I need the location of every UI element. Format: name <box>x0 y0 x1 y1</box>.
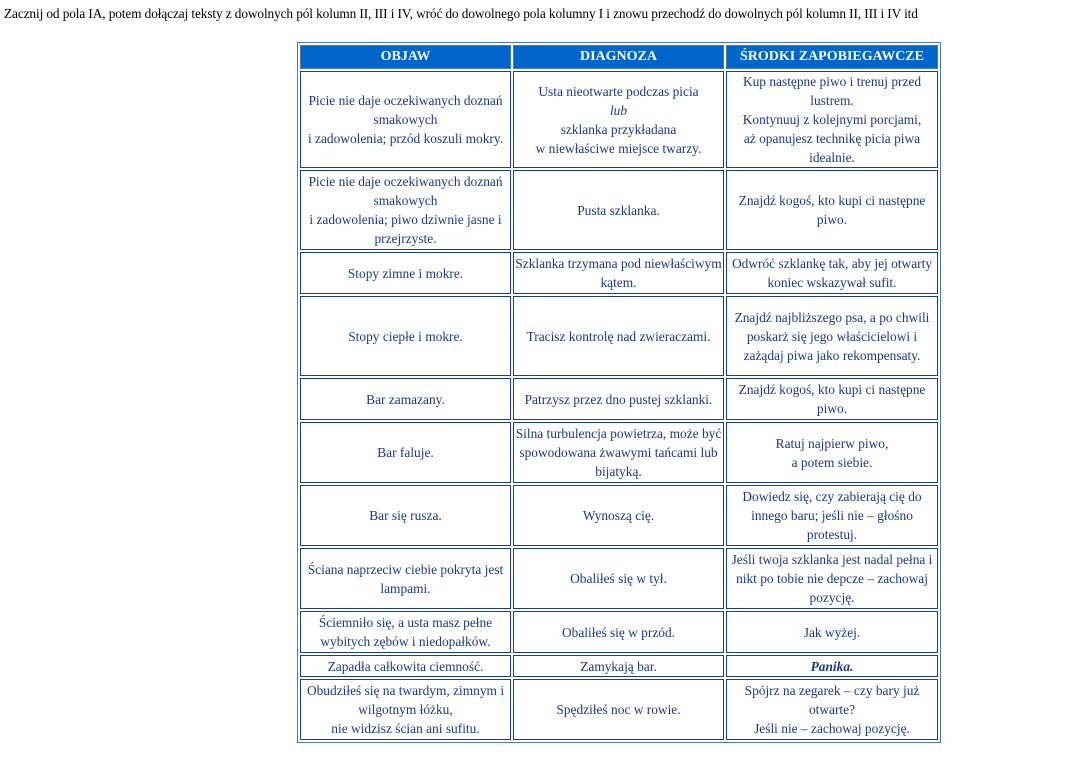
cell-objaw: Stopy ciepłe i mokre. <box>300 296 511 376</box>
cell-text: nie widzisz ścian ani sufitu. <box>331 721 480 736</box>
header-srodki: ŚRODKI ZAPOBIEGAWCZE <box>726 45 938 69</box>
cell-objaw: Bar się rusza. <box>300 485 511 546</box>
cell-diagnoza: Szklanka trzymana pod niewłaściwym kątem. <box>513 252 724 294</box>
cell-diagnoza: Obaliłeś się w tył. <box>513 548 724 609</box>
cell-diagnoza: Zamykają bar. <box>513 655 724 677</box>
cell-objaw: Zapadła całkowita ciemność. <box>300 655 511 677</box>
cell-text: Spójrz na zegarek – czy bary już otwarte? <box>744 683 920 717</box>
cell-diagnoza: Silna turbulencja powietrza, może być spowodowana żwawymi tańcami lub bijatyką. <box>513 422 724 483</box>
table-row <box>300 611 938 653</box>
cell-objaw <box>300 679 511 740</box>
cell-text: Jeśli nie – zachowaj pozycję. <box>754 721 910 736</box>
symptoms-table <box>297 42 941 743</box>
table-row <box>300 378 938 420</box>
cell-text: i zadowolenia; przód koszuli mokry. <box>307 131 504 146</box>
cell-srodki <box>726 71 938 168</box>
table-row <box>300 170 938 250</box>
cell-srodki: Dowiedz się, czy zabierają cię do innego baru; jeśli nie – głośno protestuj. <box>726 485 938 546</box>
table-header-row <box>300 45 938 69</box>
cell-text: w niewłaściwe miejsce twarzy. <box>535 140 702 156</box>
cell-text: a potem siebie. <box>791 454 873 470</box>
cell-objaw <box>300 71 511 168</box>
cell-srodki <box>726 679 938 740</box>
header-diagnoza: DIAGNOZA <box>513 45 724 69</box>
cell-text: Ratuj najpierw piwo, <box>775 435 889 451</box>
cell-objaw: Bar zamazany. <box>300 378 511 420</box>
table-row <box>300 296 938 376</box>
cell-text: Usta nieotwarte podczas picia <box>538 83 699 99</box>
table-row <box>300 252 938 294</box>
cell-text: Picie nie daje oczekiwanych doznań smakowych <box>308 174 503 208</box>
instruction-text: Zacznij od pola IA, potem dołączaj teksty z dowolnych pól kolumn II, III i IV, wróć do dowolnego pola kolumny I i znowu przechodź do dowolnych pól kolumn II, III i IV itd <box>4 6 918 21</box>
cell-text: szklanka przykładana <box>560 121 677 137</box>
cell-text: Obudziłeś się na twardym, zimnym i wilgotnym łóżku, <box>306 683 505 717</box>
cell-diagnoza: Patrzysz przez dno pustej szklanki. <box>513 378 724 420</box>
table-row <box>300 485 938 546</box>
header-objaw: OBJAW <box>300 45 511 69</box>
cell-srodki: Znajdź kogoś, kto kupi ci następne piwo. <box>726 170 938 250</box>
table-row <box>300 422 938 483</box>
cell-srodki: Jeśli twoja szklanka jest nadal pełna i nikt po tobie nie depcze – zachowaj pozycję. <box>726 548 938 609</box>
cell-srodki: Panika. <box>726 655 938 677</box>
cell-diagnoza: Tracisz kontrolę nad zwieraczami. <box>513 296 724 376</box>
cell-diagnoza: Spędziłeś noc w rowie. <box>513 679 724 740</box>
table-row <box>300 71 938 168</box>
cell-text: Kontynuuj z kolejnymi porcjami, <box>742 112 922 127</box>
cell-objaw: Ściana naprzeciw ciebie pokryta jest lampami. <box>300 548 511 609</box>
cell-text: Kup następne piwo i trenuj przed lustrem. <box>742 74 922 108</box>
cell-diagnoza <box>513 71 724 168</box>
cell-objaw <box>300 170 511 250</box>
cell-text: i zadowolenia; piwo dziwnie jasne i przejrzyste. <box>309 212 502 246</box>
table-row <box>300 655 938 677</box>
cell-objaw: Ściemniło się, a usta masz pełne wybitych zębów i niedopałków. <box>300 611 511 653</box>
cell-srodki: Odwróć szklankę tak, aby jej otwarty koniec wskazywał sufit. <box>726 252 938 294</box>
cell-text-italic: lub <box>609 102 628 118</box>
table-row <box>300 548 938 609</box>
cell-srodki <box>726 422 938 483</box>
table-row <box>300 679 938 740</box>
cell-text: Picie nie daje oczekiwanych doznań smakowych <box>308 93 503 127</box>
cell-diagnoza: Obaliłeś się w przód. <box>513 611 724 653</box>
cell-srodki: Znajdź kogoś, kto kupi ci następne piwo. <box>726 378 938 420</box>
cell-diagnoza: Pusta szklanka. <box>513 170 724 250</box>
cell-text: aż opanujesz technikę picia piwa idealnie. <box>743 131 921 165</box>
cell-srodki: Jak wyżej. <box>726 611 938 653</box>
cell-objaw: Bar faluje. <box>300 422 511 483</box>
cell-srodki: Znajdź najbliższego psa, a po chwili poskarż się jego właścicielowi i zażądaj piwa jako rekompensaty. <box>726 296 938 376</box>
cell-objaw: Stopy zimne i mokre. <box>300 252 511 294</box>
cell-diagnoza: Wynoszą cię. <box>513 485 724 546</box>
